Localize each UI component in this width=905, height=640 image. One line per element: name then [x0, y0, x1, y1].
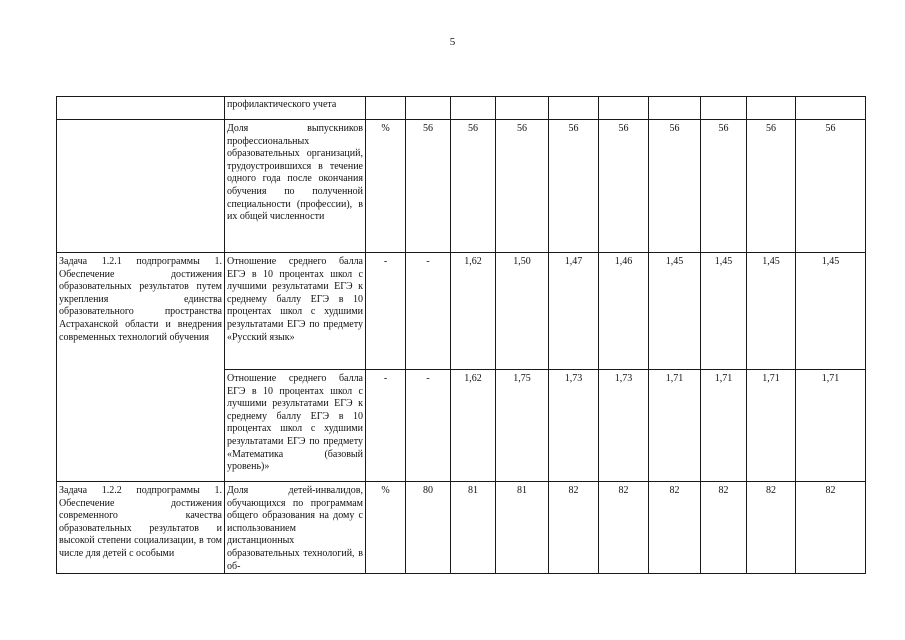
value-cell: 82	[649, 482, 701, 574]
page-number: 5	[449, 36, 456, 48]
table-row	[57, 97, 866, 120]
value-cell	[649, 97, 701, 120]
value-cell: 82	[599, 482, 649, 574]
value-cell	[599, 97, 649, 120]
value-cell: 1,73	[599, 370, 649, 482]
value-cell: 1,50	[496, 253, 549, 370]
indicator-cell: Доля выпускников профессиональных образовательных организаций, трудоустроившихся в течение одного года после окончания обучения по полученной специальности (профессии), в их общей численности	[225, 120, 366, 253]
value-cell	[747, 97, 796, 120]
indicator-cell: Отношение среднего балла ЕГЭ в 10 процентах школ с лучшими результатами ЕГЭ к среднему баллу ЕГЭ в 10 процентах школ с худшими результатами ЕГЭ по предмету «Русский язык»	[225, 253, 366, 370]
value-cell: 56	[747, 120, 796, 253]
indicator-cell: Доля детей-инвалидов, обучающихся по программам общего образования на дому с использованием дистанционных образовательных технологий, в об-	[225, 482, 366, 574]
value-cell: 56	[406, 120, 451, 253]
value-cell	[796, 97, 866, 120]
table-row	[57, 120, 866, 253]
unit-cell: -	[366, 370, 406, 482]
value-cell: 1,45	[796, 253, 866, 370]
value-cell: 56	[549, 120, 599, 253]
value-cell: 1,62	[451, 370, 496, 482]
value-cell: 82	[796, 482, 866, 574]
value-cell: -	[406, 253, 451, 370]
value-cell: 1,62	[451, 253, 496, 370]
table-row	[57, 253, 866, 370]
unit-cell: %	[366, 120, 406, 253]
value-cell: 82	[549, 482, 599, 574]
value-cell: 56	[599, 120, 649, 253]
value-cell	[549, 97, 599, 120]
value-cell: 1,71	[796, 370, 866, 482]
value-cell: 56	[796, 120, 866, 253]
unit-cell	[366, 97, 406, 120]
value-cell: 1,45	[747, 253, 796, 370]
value-cell: 1,71	[701, 370, 747, 482]
value-cell: 82	[747, 482, 796, 574]
value-cell	[406, 97, 451, 120]
value-cell: 1,71	[747, 370, 796, 482]
indicator-cell: профилактического учета	[225, 97, 366, 120]
value-cell: 1,73	[549, 370, 599, 482]
value-cell	[701, 97, 747, 120]
value-cell: 56	[649, 120, 701, 253]
value-cell: 1,47	[549, 253, 599, 370]
task-cell: Задача 1.2.2 подпрограммы 1. Обеспечение достижения современного качества образовательных результатов и высокой степени социализации, в том числе для детей с особыми	[57, 482, 225, 574]
value-cell: 1,46	[599, 253, 649, 370]
value-cell: 1,45	[701, 253, 747, 370]
value-cell: 56	[496, 120, 549, 253]
value-cell	[496, 97, 549, 120]
value-cell: 82	[701, 482, 747, 574]
table-row	[57, 482, 866, 574]
unit-cell: %	[366, 482, 406, 574]
task-cell	[57, 120, 225, 253]
value-cell: -	[406, 370, 451, 482]
unit-cell: -	[366, 253, 406, 370]
indicators-table	[56, 96, 866, 574]
indicator-cell: Отношение среднего балла ЕГЭ в 10 процентах школ с лучшими результатами ЕГЭ к среднему баллу ЕГЭ в 10 процентах школ с худшими результатами ЕГЭ по предмету «Математика (базовый уровень)»	[225, 370, 366, 482]
value-cell: 81	[496, 482, 549, 574]
task-cell: Задача 1.2.1 подпрограммы 1. Обеспечение достижения образовательных результатов путем укрепления единства образовательного пространства Астраханской области и внедрения современных технологий обучения	[57, 253, 225, 482]
value-cell	[451, 97, 496, 120]
task-cell	[57, 97, 225, 120]
value-cell: 1,75	[496, 370, 549, 482]
value-cell: 56	[701, 120, 747, 253]
value-cell: 1,71	[649, 370, 701, 482]
value-cell: 81	[451, 482, 496, 574]
value-cell: 56	[451, 120, 496, 253]
value-cell: 80	[406, 482, 451, 574]
value-cell: 1,45	[649, 253, 701, 370]
